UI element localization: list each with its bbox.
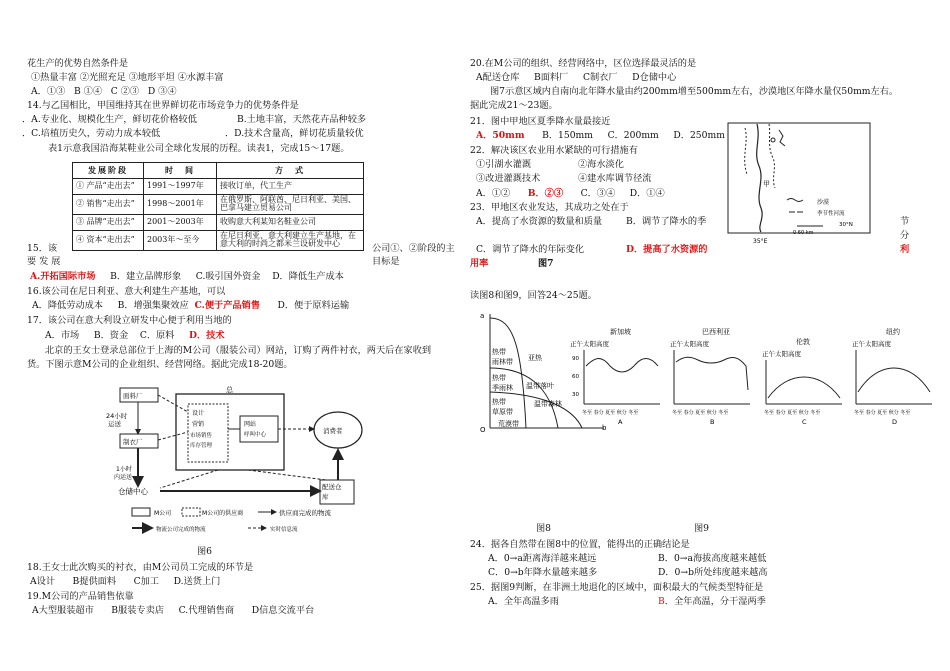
label-shichang: 市场销售	[190, 433, 213, 439]
legend-seasonal-river: 季节性河流	[817, 211, 845, 217]
panel-letter: D	[892, 418, 898, 426]
option-b[interactable]: B．资金	[93, 330, 129, 341]
passage-fig8-9: 读图8和图9，回答24～25题。	[470, 290, 597, 301]
tick: 90	[572, 356, 579, 362]
legend-logistics: 物流公司完成的物流	[156, 527, 206, 533]
zone-label: 温带落叶	[526, 382, 554, 390]
q14-option-d[interactable]: ．D.技术含量高，鲜切花质量较优	[225, 128, 364, 139]
q22-options	[476, 188, 665, 200]
legend-supplier: M公司的供应商	[202, 510, 244, 517]
option-d[interactable]: D.送货上门	[173, 576, 221, 587]
option-b[interactable]: B．增强集聚效应	[117, 300, 189, 311]
tick: 60	[572, 374, 579, 380]
legend-info-flow: 实时信息流	[270, 527, 298, 533]
table-cell: 收购意大利某知名鞋业公司	[217, 214, 364, 230]
label-yunsong: 运送	[108, 420, 121, 428]
option-d[interactable]: D．技术	[189, 330, 225, 341]
label-o: O	[480, 426, 486, 434]
q25-option-a[interactable]: A．全年高温多雨	[488, 596, 559, 607]
q14-stem: 14.与乙国相比，甲国维持其在世界鲜切花市场竞争力的优势条件是	[27, 100, 299, 111]
q13-conditions: ①热量丰富 ②光照充足 ③地形平坦 ④水源丰富	[31, 72, 224, 83]
x-ticks: 冬至 春分 夏至 秋分 冬至	[582, 410, 639, 416]
q16-options	[32, 300, 349, 312]
zone-label: 季雨林	[492, 384, 513, 392]
city-label: 巴西利亚	[702, 328, 730, 336]
q23-stem: 23．甲地区农业发达，其成功之处在于	[470, 202, 629, 213]
label-neiyunsong: 内运送	[114, 474, 133, 481]
option-b[interactable]: B．建立品牌形象	[110, 271, 182, 282]
q25-stem: 25．据图9判断，在非洲土地退化的区域中，面积最大的气候类型特征是	[470, 582, 764, 593]
option-a[interactable]: A．①②	[476, 188, 511, 199]
option-a[interactable]: A．市场	[45, 330, 80, 341]
zone-label: 温带森林	[534, 400, 562, 408]
q23-option-d[interactable]: D．提高了水资源的	[626, 244, 708, 255]
option-b[interactable]: B提供面料	[72, 576, 117, 587]
option-b-text: ．全年高温，分干湿两季	[664, 596, 766, 607]
q13-options	[31, 86, 177, 98]
option-d[interactable]: D仓储中心	[632, 72, 677, 83]
option-c[interactable]: C ②③	[110, 86, 140, 97]
q23-option-d-cont2: 用率	[470, 258, 489, 269]
q14-option-c[interactable]: ．C.培植历史久，劳动力成本较低	[22, 128, 161, 139]
option-c[interactable]: C．原料	[139, 330, 175, 341]
option-d[interactable]: D ③④	[147, 86, 177, 97]
table-cell: 1998～2001年	[144, 195, 217, 215]
x-ticks: 冬至 春分 夏至 秋分 冬至	[854, 410, 911, 416]
option-d[interactable]: D．便于原料运输	[277, 300, 350, 311]
option-d[interactable]: D．250mm	[673, 130, 725, 141]
option-c[interactable]: C．200mm	[607, 130, 659, 141]
q13-stem: 花生产的优势自然条件是	[27, 58, 129, 69]
q20-options	[476, 72, 676, 84]
option-a[interactable]: A．降低劳动成本	[32, 300, 103, 311]
passage-fig7: 图7示意区域内自南向北年降水量由约200mm增至500mm左右，沙漠地区年降水量仅50mm左右。	[490, 86, 899, 97]
passage-fig7-b: 据此完成21～23题。	[470, 100, 558, 111]
table-cell: ④ 资本“走出去”	[73, 230, 144, 250]
option-c[interactable]: C.便于产品销售	[194, 300, 260, 311]
q15-stem-c: 要 发 展	[27, 256, 61, 267]
figure-6-caption: 图6	[197, 546, 213, 557]
zone-label: 热带	[492, 348, 506, 356]
table-cell: 1991～1997年	[144, 179, 217, 195]
q15-options	[30, 271, 344, 283]
q24-stem: 24．据各自然带在图8中的位置，能得出的正确结论是	[470, 539, 690, 550]
q24-option-c[interactable]: C．0→b年降水量越来越多	[488, 567, 598, 578]
q14-option-b[interactable]: B.土地丰富，天然花卉品种较多	[237, 114, 367, 125]
map-scale: 0 60 km	[793, 230, 814, 236]
city-label: 纽约	[886, 328, 900, 336]
option-c[interactable]: C.吸引国外资金	[195, 271, 261, 282]
option-c[interactable]: C.代理销售商	[178, 605, 235, 616]
label-latitude: 30°N	[839, 222, 853, 228]
q19-options	[32, 605, 314, 617]
q22-stem: 22．解决该区农业用水紧缺的可行措施有	[470, 145, 638, 156]
option-b[interactable]: B面料厂	[534, 72, 569, 83]
y-axis-label: 正午太阳高度	[570, 340, 609, 348]
table-row	[73, 214, 364, 230]
q20-stem: 20.在M公司的组织、经营网络中，区位选择最灵活的是	[470, 58, 697, 69]
table-cell: 在俄罗斯、阿联酋、尼日利亚、美国、巴拿马建立贸易公司	[217, 195, 364, 215]
label-zong: 总	[226, 386, 233, 394]
option-a[interactable]: A大型服装超市	[32, 605, 94, 616]
panel-brasilia	[670, 327, 750, 426]
option-b[interactable]: B．150mm	[542, 130, 593, 141]
label-sheji: 设计	[192, 410, 205, 417]
option-b[interactable]: B服装专卖店	[111, 605, 164, 616]
table-1	[72, 162, 364, 251]
x-ticks: 冬至 春分 夏至 秋分 冬至	[764, 410, 821, 416]
panel-letter: A	[618, 418, 623, 426]
option-b[interactable]: B ①④	[73, 86, 103, 97]
figure-7-caption: 图7	[538, 258, 554, 269]
q19-stem: 19.M公司的产品销售依靠	[27, 591, 134, 602]
panel-singapore	[570, 327, 660, 426]
label-24h: 24小时	[106, 412, 128, 420]
label-kucun: 库存管理	[190, 443, 213, 449]
label-yingxiao: 营销	[192, 421, 205, 428]
q17-options	[45, 330, 225, 342]
table-header: 时 间	[144, 163, 217, 179]
y-axis-label: 正午太阳高度	[670, 340, 709, 348]
label-longitude: 35°E	[753, 238, 768, 245]
figure-9-caption: 图9	[694, 523, 710, 534]
label-mianliao: 面料厂	[123, 392, 143, 400]
passage-line-2: 货。下图示意M公司的企业组织、经营网络。据此完成18-20题。	[27, 359, 293, 370]
x-ticks: 冬至 春分 夏至 秋分 冬至	[672, 410, 729, 416]
y-axis-label: 正午太阳高度	[762, 350, 801, 358]
q23-option-b-cont: 节	[900, 216, 910, 227]
q24-option-a[interactable]: A．0→a距离海洋越来越远	[488, 553, 597, 564]
label-cangchu: 仓储中心	[118, 487, 148, 496]
q22-measure-4: ④建水库调节径流	[578, 173, 652, 184]
q23-option-a[interactable]: A．提高了水资源的数量和质量	[476, 216, 603, 227]
label-jia: 甲	[763, 180, 770, 188]
option-c[interactable]: C．③④	[580, 188, 616, 199]
label-ku: 库	[322, 493, 329, 501]
q23-option-b-cont2: 分	[900, 230, 910, 241]
q22-measure-1: ①引湖水灌溉	[476, 159, 532, 170]
label-xiaofeizhe: 消费者	[323, 427, 343, 435]
option-d[interactable]: D．①④	[629, 188, 665, 199]
q15-stem-b: 公司①、②阶段的主	[372, 243, 455, 254]
option-d[interactable]: D信息交流平台	[251, 605, 315, 616]
table-header: 方 式	[217, 163, 364, 179]
option-c[interactable]: C加工	[133, 576, 159, 587]
panel-letter: C	[802, 418, 807, 426]
city-label: 伦敦	[796, 338, 810, 346]
zone-label: 草原带	[492, 408, 513, 416]
option-a[interactable]: A．50mm	[476, 130, 525, 141]
zone-label: 热带	[492, 398, 506, 406]
q24-option-b[interactable]: B．0→a海拔高度越来越低	[658, 553, 767, 564]
table-row	[73, 230, 364, 250]
option-a[interactable]: A配送仓库	[476, 72, 520, 83]
label-b: b	[602, 424, 607, 432]
table-row	[73, 195, 364, 215]
q18-options	[30, 576, 220, 588]
q24-option-d[interactable]: D．0→b所处纬度越来越高	[658, 567, 768, 578]
q15-stem-a: 15．该	[27, 243, 58, 254]
city-label: 新加坡	[610, 328, 631, 336]
q21-options	[476, 130, 725, 142]
q18-stem: 18.王女士此次购买的衬衣，由M公司员工完成的环节是	[27, 562, 254, 573]
figure-8-caption: 图8	[536, 523, 552, 534]
table-cell: 2001～2003年	[144, 214, 217, 230]
q17-stem: 17．该公司在意大利设立研发中心便于利用当地的	[27, 315, 232, 326]
label-1h: 1小时	[116, 466, 132, 473]
option-a[interactable]: A.开拓国际市场	[30, 271, 96, 282]
table-header: 发展阶段	[73, 163, 144, 179]
option-b-letter: B	[658, 596, 665, 607]
legend-supplier-flow: 供应商完成的物流	[279, 509, 331, 517]
q23-option-d-cont: 利	[900, 244, 910, 255]
q23-option-b[interactable]: B．调节了降水的季	[626, 216, 707, 227]
zone-label: 亚热	[528, 354, 542, 362]
table-cell: ① 产品“走出去”	[73, 179, 144, 195]
q21-stem: 21．图中甲地区夏季降水量最接近	[470, 116, 611, 127]
option-c[interactable]: C制衣厂	[582, 72, 618, 83]
q25-option-b[interactable]	[658, 596, 766, 608]
legend-desert: 沙漠	[817, 199, 830, 206]
q22-measure-3: ③改进灌溉技术	[476, 173, 541, 184]
label-wangzhan: 网站	[244, 421, 257, 428]
figure-7-map	[727, 122, 871, 246]
label-a: a	[480, 312, 485, 320]
q14-option-a[interactable]: ．A.专业化、规模化生产，鲜切花价格较低	[22, 114, 197, 125]
figure-9-sun-altitude	[566, 326, 936, 428]
table-row	[73, 179, 364, 195]
panel-new-york	[852, 327, 932, 426]
table-cell: 在尼日利亚、意大利建立生产基地，在意大利的时尚之都米兰设研发中心	[217, 230, 364, 250]
zone-label: 热带	[492, 374, 506, 382]
zone-label: 雨林带	[492, 358, 513, 366]
passage-line-1: 北京的王女士登录总部位于上海的M公司（服装公司）网站，订购了两件衬衣，两天后在家收到	[45, 345, 432, 356]
option-a[interactable]: A设计	[30, 576, 56, 587]
figure-6-network-diagram	[98, 382, 368, 537]
q16-stem: 16.该公司在尼日利亚、意大利建生产基地，可以	[27, 286, 226, 297]
panel-letter: B	[710, 418, 715, 426]
zone-label: 荒漠带	[498, 420, 519, 428]
table-cell: ② 销售“走出去”	[73, 195, 144, 215]
y-axis-label: 正午太阳高度	[852, 340, 891, 348]
table-cell: ③ 品牌“走出去”	[73, 214, 144, 230]
tick: 30	[572, 392, 579, 398]
option-a[interactable]: A．①③	[31, 86, 66, 97]
panel-london	[762, 337, 842, 426]
q23-option-c[interactable]: C．调节了降水的年际变化	[476, 244, 585, 255]
label-hujiao: 呼叫中心	[244, 432, 267, 438]
label-zhiyi: 制衣厂	[123, 438, 143, 446]
legend-m-company: M公司	[154, 510, 172, 517]
table-cell: 接收订单，代工生产	[217, 179, 364, 195]
option-b[interactable]: B．②③	[527, 188, 564, 199]
label-peisong: 配送仓	[322, 483, 342, 491]
q15-stem-d: 目标是	[372, 256, 400, 267]
q22-measure-2: ②海水淡化	[578, 159, 624, 170]
option-d[interactable]: D．降低生产成本	[272, 271, 344, 282]
table-intro: 表1示意我国沿海某鞋业公司全球化发展的历程。读表1，完成15～17题。	[48, 143, 350, 154]
table-cell: 2003年～至今	[144, 230, 217, 250]
